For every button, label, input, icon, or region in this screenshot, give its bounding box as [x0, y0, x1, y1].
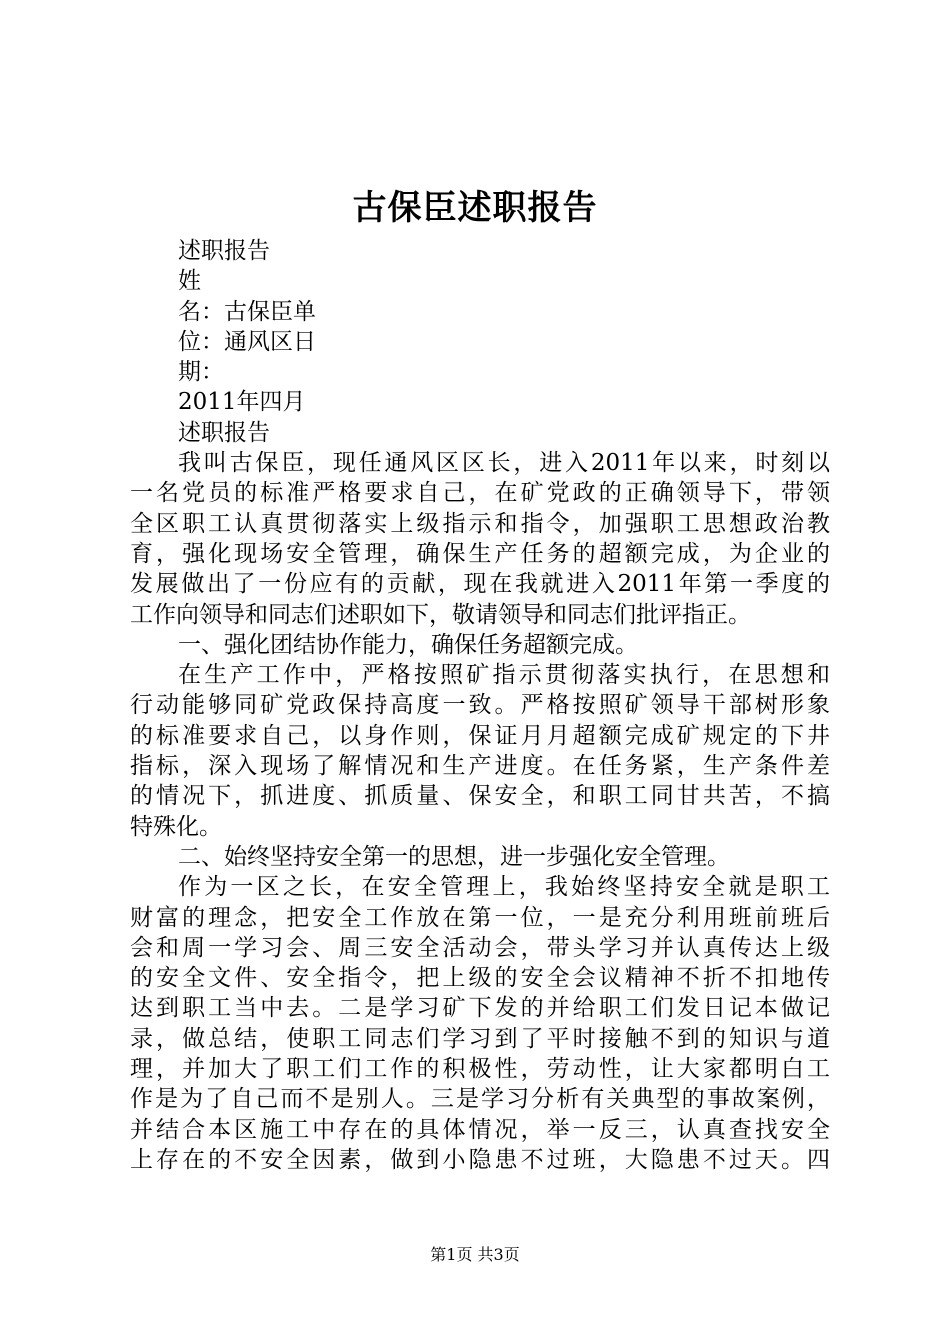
- text-line: 位：通风区日: [178, 328, 316, 355]
- text-line: 作为一区之长，在安全管理上，我始终坚持安全就是职工: [178, 874, 830, 901]
- text-line: 一、强化团结协作能力，确保任务超额完成。: [178, 631, 638, 658]
- text-line: 上存在的不安全因素，做到小隐患不过班，大隐患不过天。四: [130, 1146, 830, 1173]
- text-line: 姓: [178, 268, 201, 295]
- text-line: 工作向领导和同志们述职如下，敬请领导和同志们批评指正。: [130, 601, 751, 628]
- text-line: 名：古保臣单: [178, 298, 316, 325]
- text-line: 财富的理念，把安全工作放在第一位，一是充分利用班前班后: [130, 904, 830, 931]
- page-footer: 第1页 共3页: [430, 1245, 520, 1264]
- text-line: 达到职工当中去。二是学习矿下发的并给职工们发日记本做记: [130, 995, 830, 1022]
- text-line: 2011年四月: [178, 389, 306, 416]
- text-line: 的情况下，抓进度、抓质量、保安全，和职工同甘共苦，不搞: [130, 783, 830, 810]
- document-body: [130, 236, 830, 1175]
- text-line: 行动能够同矿党政保持高度一致。严格按照矿领导干部树形象: [130, 692, 830, 719]
- text-line: 理，并加大了职工们工作的积极性，劳动性，让大家都明白工: [130, 1056, 830, 1083]
- text-line: 期：: [178, 359, 224, 386]
- text-line: 述职报告: [178, 419, 270, 446]
- text-line: 述职报告: [178, 238, 270, 264]
- text-line: 会和周一学习会、周三安全活动会，带头学习并认真传达上级: [130, 934, 830, 961]
- text-line: 并结合本区施工中存在的具体情况，举一反三，认真查找安全: [130, 1116, 830, 1143]
- text-line: 作是为了自己而不是别人。三是学习分析有关典型的事故案例，: [130, 1086, 830, 1113]
- text-line: 我叫古保臣，现任通风区区长，进入2011年以来，时刻以: [178, 450, 830, 477]
- document-title: 古保臣述职报告: [352, 188, 598, 228]
- text-line: 发展做出了一份应有的贡献，现在我就进入2011年第一季度的: [130, 571, 830, 598]
- text-line: 全区职工认真贯彻落实上级指示和指令，加强职工思想政治教: [130, 510, 830, 537]
- text-line: 的安全文件、安全指令，把上级的安全会议精神不折不扣地传: [130, 965, 830, 992]
- text-line: 育，强化现场安全管理，确保生产任务的超额完成，为企业的: [130, 540, 830, 567]
- text-line: 指标，深入现场了解情况和生产进度。在任务紧，生产条件差: [130, 753, 830, 780]
- text-line: 一名党员的标准严格要求自己，在矿党政的正确领导下，带领: [130, 480, 830, 507]
- text-line: 录，做总结，使职工同志们学习到了平时接触不到的知识与道: [130, 1025, 830, 1052]
- text-line: 二、始终坚持安全第一的思想，进一步强化安全管理。: [178, 843, 730, 870]
- text-line: 在生产工作中，严格按照矿指示贯彻落实执行，在思想和: [178, 662, 830, 689]
- text-line: 的标准要求自己，以身作则，保证月月超额完成矿规定的下井: [130, 722, 830, 749]
- text-line: 特殊化。: [130, 813, 222, 840]
